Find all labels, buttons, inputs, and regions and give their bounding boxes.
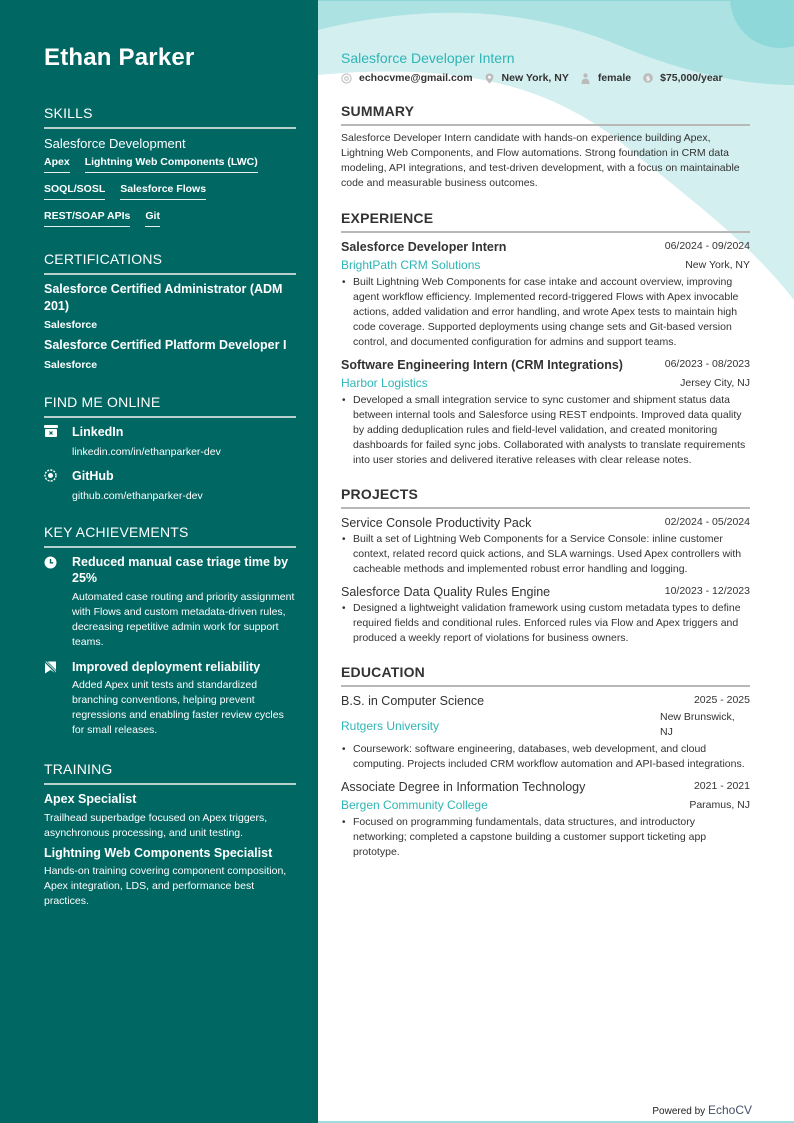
skill-tag: Git: [145, 209, 160, 227]
education-school: Bergen Community College: [341, 798, 488, 812]
education-school: Rutgers University: [341, 718, 440, 733]
svg-text:$: $: [645, 74, 650, 83]
certification-name: Salesforce Certified Platform Developer I: [44, 338, 287, 352]
training-name: Lightning Web Components Specialist: [44, 845, 273, 860]
online-item-linkedin: [44, 424, 296, 463]
certification-item: [44, 337, 296, 372]
linkedin-link[interactable]: linkedin.com/in/ethanparker-dev: [72, 445, 221, 458]
powered-by-label: Powered by: [652, 1106, 706, 1117]
clock-icon: [44, 554, 72, 654]
education-heading: EDUCATION: [341, 663, 750, 687]
project-bullets: [341, 532, 750, 577]
training-description: Trailhead superbadge focused on Apex triggers, asynchronous processing, and unit testing.: [44, 811, 268, 839]
github-link[interactable]: github.com/ethanparker-dev: [72, 489, 203, 502]
main-content: [341, 0, 750, 860]
online-item-github: [44, 468, 296, 507]
skill-tag: Lightning Web Components (LWC): [85, 155, 258, 173]
project-bullets: [341, 601, 750, 646]
education-section: [341, 663, 750, 860]
person-icon: [580, 73, 591, 84]
brand-link[interactable]: EchoCV: [707, 1103, 752, 1117]
contact-location-text: New York, NY: [501, 72, 569, 84]
contact-gender-text: female: [597, 72, 632, 84]
bullet-item: • Built Lightning Web Components for case intake and account overview, improving agent workflow efficiency. Implemented record-triggered Flows with Apex invocable actions, added validation and error handling, and wrote Apex tests to maintain high code coverage. Supported deployments using change sets and Git-based version control, and documented configuration for admins and support teams.: [341, 275, 750, 350]
project-entry: [341, 515, 750, 577]
bullet-item: • Coursework: software engineering, databases, web development, and cloud computing. Projects included CRM workflow automation and API-based integrations.: [341, 742, 750, 772]
education-location: New Brunswick, NJ: [660, 711, 735, 738]
experience-dates: 06/2023 - 08/2023: [664, 358, 750, 370]
training-name: Apex Specialist: [44, 792, 137, 806]
project-name: Salesforce Data Quality Rules Engine: [341, 585, 551, 599]
online-label: GitHub: [72, 468, 114, 483]
project-dates: 10/2023 - 12/2023: [664, 585, 750, 597]
find-me-online-heading: FIND ME ONLINE: [44, 393, 296, 418]
experience-role: Software Engineering Intern (CRM Integrations): [341, 358, 623, 372]
certifications-section: [44, 250, 296, 372]
education-location: Paramus, NJ: [689, 799, 750, 811]
projects-heading: PROJECTS: [341, 485, 750, 509]
experience-bullets: [341, 393, 750, 468]
bullet-item: • Designed a lightweight validation framework using custom metadata types to define required fields and conditional rules. Enforced rules via Flow and Apex triggers and produced a weekly report of violations for business owners.: [341, 601, 750, 646]
footer-powered-by: [652, 1103, 752, 1119]
experience-bullets: [341, 275, 750, 350]
experience-location: Jersey City, NJ: [680, 377, 750, 389]
project-name: Service Console Productivity Pack: [341, 516, 532, 530]
find-me-online-section: [44, 393, 296, 507]
training-heading: TRAINING: [44, 760, 296, 785]
education-entry: [341, 779, 750, 860]
bookmark-slash-icon: [44, 659, 72, 743]
education-bullets: [341, 742, 750, 772]
skill-group-title: Salesforce Development: [44, 136, 186, 151]
contact-location: [484, 71, 569, 85]
location-pin-icon: [484, 73, 495, 84]
experience-company: BrightPath CRM Solutions: [341, 258, 481, 272]
certification-issuer: Salesforce: [44, 319, 98, 331]
bullet-item: • Built a set of Lightning Web Components for a Service Console: inline customer context, related record quick actions, and SLA warnings. Used Apex controllers with cacheable methods and implemented robust error handling and logging.: [341, 532, 750, 577]
education-degree: B.S. in Computer Science: [341, 694, 485, 708]
summary-section: [341, 102, 750, 191]
certification-item: [44, 281, 296, 332]
certifications-heading: CERTIFICATIONS: [44, 250, 296, 275]
experience-location: New York, NY: [685, 259, 750, 271]
skill-tag: Salesforce Flows: [120, 182, 206, 200]
experience-heading: EXPERIENCE: [341, 209, 750, 233]
key-achievements-heading: KEY ACHIEVEMENTS: [44, 523, 296, 548]
training-item: [44, 791, 296, 841]
skills-section: [44, 104, 296, 227]
skill-tag: REST/SOAP APIs: [44, 209, 130, 227]
online-label: LinkedIn: [72, 424, 124, 439]
certification-name: Salesforce Certified Administrator (ADM 201): [44, 282, 283, 313]
education-entry: [341, 693, 750, 772]
training-section: [44, 760, 296, 909]
education-dates: 2021 - 2021: [693, 780, 750, 792]
achievement-description: Added Apex unit tests and standardized branching conventions, helping prevent regressions and enabling faster review cycles for small releases.: [72, 679, 284, 736]
project-entry: [341, 584, 750, 646]
experience-company: Harbor Logistics: [341, 376, 428, 390]
contact-salary-text: $75,000/year: [660, 72, 723, 84]
key-achievements-section: [44, 523, 296, 743]
contact-salary: [642, 71, 722, 85]
certification-issuer: Salesforce: [44, 358, 98, 371]
job-title: Salesforce Developer Intern: [341, 50, 515, 66]
experience-section: [341, 209, 750, 468]
contact-bar: [341, 71, 750, 85]
project-dates: 02/2024 - 05/2024: [664, 516, 750, 528]
skills-heading: SKILLS: [44, 104, 296, 129]
experience-entry: [341, 239, 750, 350]
at-icon: [341, 73, 352, 84]
achievement-title: Reduced manual case triage time by 25%: [72, 554, 289, 585]
skill-tag: Apex: [44, 155, 70, 173]
contact-email-text: echocvme@gmail.com: [359, 72, 473, 84]
education-bullets: [341, 815, 750, 860]
education-degree: Associate Degree in Information Technology: [341, 780, 586, 794]
experience-dates: 06/2024 - 09/2024: [664, 240, 750, 252]
candidate-name: Ethan Parker: [44, 44, 195, 71]
summary-heading: SUMMARY: [341, 102, 750, 126]
education-dates: 2025 - 2025: [693, 694, 750, 706]
github-icon: [44, 468, 72, 507]
summary-text: Salesforce Developer Intern candidate with hands-on experience building Apex, Lightning Web Components, and Flow automations. Strong foundation in CRM data modeling, API integrations, and test-driven development, with a focus on maintainable code and measurable business outcomes.: [341, 132, 740, 189]
projects-section: [341, 485, 750, 646]
experience-role: Salesforce Developer Intern: [341, 240, 507, 254]
sidebar: [0, 0, 318, 1123]
dollar-coin-icon: [642, 73, 653, 84]
experience-entry: [341, 357, 750, 468]
training-item: [44, 845, 296, 910]
achievement-description: Automated case routing and priority assignment with Flows and custom metadata-driven rules, decreasing repetitive admin work for support teams.: [72, 590, 295, 648]
contact-email[interactable]: [341, 71, 473, 85]
training-description: Hands-on training covering component composition, Apex integration, LDS, and performance best practices.: [44, 865, 287, 907]
achievement-title: Improved deployment reliability: [72, 659, 261, 674]
bullet-item: • Focused on programming fundamentals, data structures, and introductory networking; completed a capstone building a customer support ticketing app prototype.: [341, 815, 750, 860]
linkedin-icon: [44, 424, 72, 463]
skill-tags: [44, 155, 296, 227]
contact-gender: [580, 71, 631, 85]
bullet-item: • Developed a small integration service to sync customer and shipment status data between internal tools and Salesforce using REST endpoints. Improved data quality by adding deduplication rules and field-level validation, and created monitoring dashboards for failed sync jobs. Collaborated with analysts to translate requirements into user stories and delivered iterative releases with clear release notes.: [341, 393, 750, 468]
skill-tag: SOQL/SOSL: [44, 182, 105, 200]
achievement-item: [44, 659, 296, 743]
achievement-item: [44, 554, 296, 654]
